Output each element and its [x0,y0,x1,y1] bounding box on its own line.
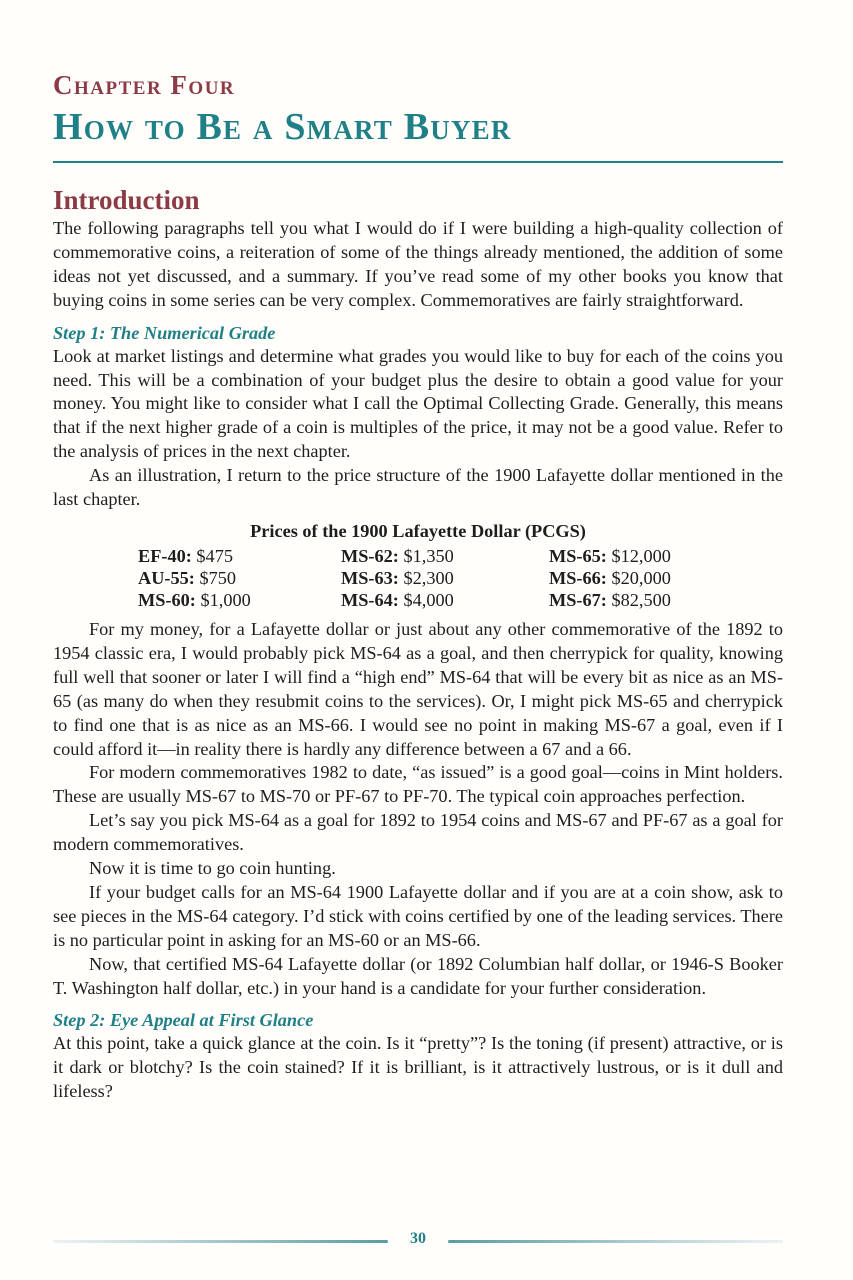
body-paragraph: For my money, for a Lafayette dollar or just about any other commemorative of the 1892 to 1954 classic era, I would probably pick MS-64 as a goal, and then cherrypick for quality, knowing full well that sooner or later I will find a “high end” MS-64 that will be every bit as nice as an MS-65 (as many do when they resubmit coins to the services). Or, I might pick MS-65 and cherrypick to find one that is as nice as an MS-66. I would see no point in making MS-67 a goal, even if I could afford it—in reality there is hardly any difference between a 67 and a 66. [53,618,783,759]
price-cell [549,589,671,611]
price-value: $1,000 [200,589,251,610]
step1-paragraph: Look at market listings and determine what grades you would like to buy for each of the coins you need. This will be a combination of your budget plus the desire to obtain a good value for your money. You might like to consider what I call the Optimal Collecting Grade. Generally, this means that if the next higher grade of a coin is multiples of the price, it may not be a good value. Refer to the analysis of prices in the next chapter. [53,345,783,462]
price-row [138,567,671,589]
price-value: $750 [199,567,237,588]
price-value: $1,350 [403,545,454,566]
step1-heading: Step 1: The Numerical Grade [53,322,276,343]
grade-label: EF-40: [138,545,192,566]
price-value: $4,000 [403,589,454,610]
price-cell [138,545,341,567]
chapter-label: Chapter Four [53,70,236,100]
grade-label: AU-55: [138,567,195,588]
section-heading: Introduction [53,185,200,215]
step2-paragraph: At this point, take a quick glance at the coin. Is it “pretty”? Is the toning (if present) attractive, or is it dark or blotchy? Is the coin stained? If it is brilliant, is it attractively lustrous, or is it dull and lifeless? [53,1033,783,1102]
price-value: $82,500 [611,589,671,610]
step1-illustration-paragraph: As an illustration, I return to the price structure of the 1900 Lafayette dollar mentioned in the last chapter. [53,465,783,510]
book-page [53,68,783,1104]
body-paragraph: For modern commemoratives 1982 to date, “as issued” is a good goal—coins in Mint holders. These are usually MS-67 to MS-70 or PF-67 to PF-70. The typical coin approaches perfection. [53,762,783,807]
footer-rule-left [53,1240,388,1243]
price-value: $12,000 [611,545,671,566]
body-paragraph: If your budget calls for an MS-64 1900 Lafayette dollar and if you are at a coin show, ask to see pieces in the MS-64 category. I’d stick with coins certified by one of the leading services. There is no particular point in asking for an MS-60 or an MS-66. [53,881,783,950]
price-cell [549,545,671,567]
body-paragraph: Now, that certified MS-64 Lafayette dollar (or 1892 Columbian half dollar, or 1946-S Booker T. Washington half dollar, etc.) in your hand is a candidate for your further consideration. [53,953,783,998]
price-table [138,545,671,611]
price-value: $475 [196,545,233,566]
price-row [138,545,671,567]
grade-label: MS-64: [341,589,399,610]
grade-label: MS-63: [341,567,399,588]
chapter-title: How to Be a Smart Buyer [53,106,512,148]
price-value: $2,300 [403,567,454,588]
price-cell [549,567,671,589]
grade-label: MS-66: [549,567,607,588]
price-value: $20,000 [611,567,671,588]
price-cell [341,567,549,589]
grade-label: MS-62: [341,545,399,566]
body-paragraph: Now it is time to go coin hunting. [89,858,336,879]
grade-label: MS-65: [549,545,607,566]
grade-label: MS-67: [549,589,607,610]
price-row [138,589,671,611]
footer-rule-right [448,1240,783,1243]
price-cell [138,567,341,589]
grade-label: MS-60: [138,589,196,610]
page-footer [53,1229,783,1249]
body-paragraph: Let’s say you pick MS-64 as a goal for 1892 to 1954 coins and MS-67 and PF-67 as a goal for modern commemoratives. [53,810,783,855]
price-cell [341,589,549,611]
title-rule [53,161,783,163]
page-number: 30 [410,1230,426,1247]
intro-paragraph: The following paragraphs tell you what I would do if I were building a high-quality collection of commemorative coins, a reiteration of some of the things already mentioned, the addition of some ideas not yet discussed, and a summary. If you’ve read some of my other books you know that buying coins in some series can be very complex. Commemoratives are fairly straightforward. [53,218,783,310]
price-cell [341,545,549,567]
price-cell [138,589,341,611]
step2-heading: Step 2: Eye Appeal at First Glance [53,1010,314,1031]
price-table-title: Prices of the 1900 Lafayette Dollar (PCGS) [250,520,586,541]
